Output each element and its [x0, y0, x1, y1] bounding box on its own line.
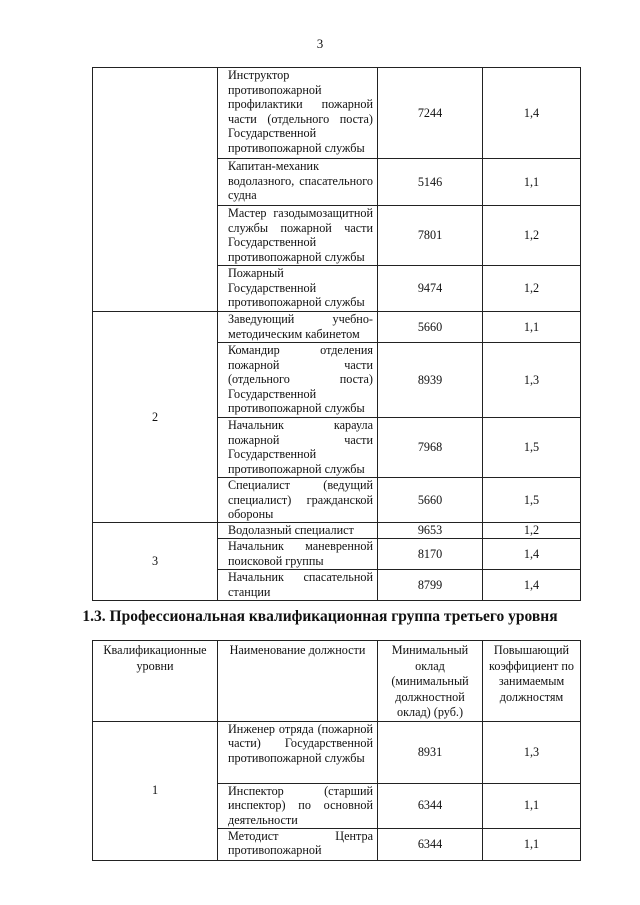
position-name: Мастер газодымозащитной службы пожарной части Государственной противопожарной службы	[218, 206, 378, 266]
table-row	[93, 721, 581, 783]
position-name: Инструктор противопожарной профилактики пожарной части (отдельного поста) Государственной противопожарной службы	[218, 68, 378, 159]
table-header-row	[93, 641, 581, 722]
position-name: Специалист (ведущий специалист) гражданской обороны	[218, 478, 378, 523]
position-name: Пожарный Государственной противопожарной службы	[218, 266, 378, 312]
coefficient: 1,4	[483, 68, 581, 159]
min-salary: 6344	[378, 828, 483, 860]
coefficient: 1,5	[483, 418, 581, 478]
header-level: Квалификационные уровни	[93, 641, 218, 722]
min-salary: 8939	[378, 343, 483, 418]
page-number: 3	[316, 36, 324, 51]
position-name: Капитан-механик водолазного, спасательного судна	[218, 159, 378, 206]
header-coefficient: Повышающий коэффициент по занимаемым должностям	[483, 641, 581, 722]
coefficient: 1,1	[483, 312, 581, 343]
min-salary: 5660	[378, 312, 483, 343]
header-salary: Минимальный оклад (минимальный должностной оклад) (руб.)	[378, 641, 483, 722]
coefficient: 1,1	[483, 159, 581, 206]
level-cell: 1	[93, 721, 218, 860]
level-cell	[93, 68, 218, 312]
min-salary: 9653	[378, 523, 483, 539]
position-name: Заведующий учебно-методическим кабинетом	[218, 312, 378, 343]
position-name: Начальник караула пожарной части Государственной противопожарной службы	[218, 418, 378, 478]
header-position: Наименование должности	[218, 641, 378, 722]
table-row	[93, 523, 581, 539]
coefficient: 1,4	[483, 539, 581, 570]
position-name: Водолазный специалист	[218, 523, 378, 539]
min-salary: 6344	[378, 783, 483, 828]
min-salary: 8799	[378, 570, 483, 601]
min-salary: 5660	[378, 478, 483, 523]
min-salary: 9474	[378, 266, 483, 312]
table-row	[93, 312, 581, 343]
table-row	[93, 68, 581, 159]
position-name: Начальник маневренной поисковой группы	[218, 539, 378, 570]
level-cell: 3	[93, 523, 218, 601]
section-heading: 1.3. Профессиональная квалификационная группа третьего уровня	[82, 608, 558, 625]
coefficient: 1,1	[483, 783, 581, 828]
level-cell: 2	[93, 312, 218, 523]
coefficient: 1,3	[483, 343, 581, 418]
min-salary: 8170	[378, 539, 483, 570]
min-salary: 5146	[378, 159, 483, 206]
position-name: Командир отделения пожарной части (отдельного поста) Государственной противопожарной службы	[218, 343, 378, 418]
qualification-table-level-3	[92, 640, 581, 861]
min-salary: 7968	[378, 418, 483, 478]
position-name: Методист Центра противопожарной	[218, 828, 378, 860]
min-salary: 7244	[378, 68, 483, 159]
coefficient: 1,5	[483, 478, 581, 523]
coefficient: 1,2	[483, 206, 581, 266]
coefficient: 1,3	[483, 721, 581, 783]
position-name: Инспектор (старший инспектор) по основной деятельности	[218, 783, 378, 828]
coefficient: 1,2	[483, 523, 581, 539]
coefficient: 1,4	[483, 570, 581, 601]
qualification-table-continued	[92, 67, 581, 601]
position-name: Инженер отряда (пожарной части) Государственной противопожарной службы	[218, 721, 378, 783]
coefficient: 1,2	[483, 266, 581, 312]
position-name: Начальник спасательной станции	[218, 570, 378, 601]
min-salary: 8931	[378, 721, 483, 783]
coefficient: 1,1	[483, 828, 581, 860]
min-salary: 7801	[378, 206, 483, 266]
